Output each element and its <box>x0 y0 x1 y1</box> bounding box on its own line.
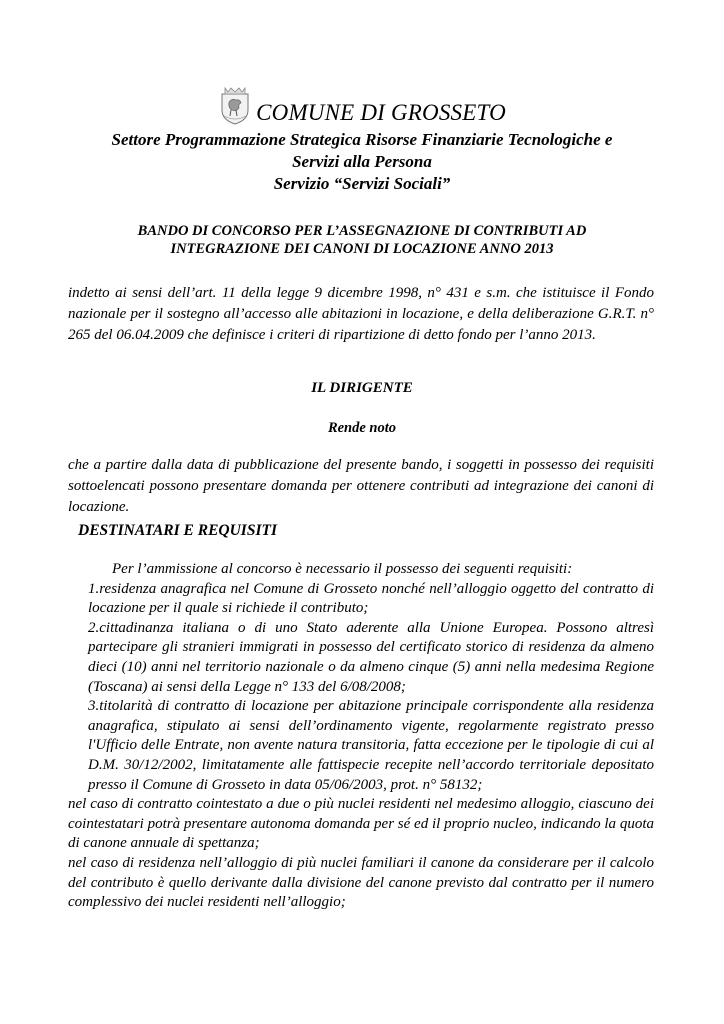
bando-title-line-2: INTEGRAZIONE DEI CANONI DI LOCAZIONE ANNO 2013 <box>170 241 554 257</box>
comune-title: COMUNE DI GROSSETO <box>256 100 506 125</box>
dirigente-heading: IL DIRIGENTE <box>311 380 413 396</box>
requirement-item-2: 2.cittadinanza italiana o di uno Stato aderente alla Unione Europea. Possono altresì partecipare gli stranieri immigrati in possesso del certificato storico di residenza da almeno dieci (10) anni nel territorio nazionale o da almeno cinque (5) anni nella medesima Regione (Toscana) ai sensi della Legge n° 133 del 6/08/2008; <box>88 619 654 695</box>
settore-line-1: Settore Programmazione Strategica Risorse Finanziarie Tecnologiche e <box>111 130 613 149</box>
servizio-line: Servizio “Servizi Sociali” <box>273 174 451 193</box>
title-row <box>0 86 724 126</box>
intro-paragraph: indetto ai sensi dell’art. 11 della legge 9 dicembre 1998, n° 431 e s.m. che istituisce il Fondo nazionale per il sostegno all’accesso alle abitazioni in locazione, e della deliberazione G.R.T. n° 265 del 06.04.2009 che definisce i criteri di ripartizione di detto fondo per l’anno 2013. <box>68 285 654 343</box>
bando-title <box>40 222 684 258</box>
bando-title-line-1: BANDO DI CONCORSO PER L’ASSEGNAZIONE DI CONTRIBUTI AD <box>137 223 587 239</box>
section-title: DESTINATARI E REQUISITI <box>78 522 277 539</box>
requirement-item-3: 3.titolarità di contratto di locazione per abitazione principale corrispondente alla residenza anagrafica, stipulato ai sensi dell’ordinamento vigente, regolarmente registrato presso l'Ufficio delle Entrate, non avente natura transitoria, fatta eccezione per le tipologie di cui al D.M. 30/12/2002, limitatamente alle fattispecie recepite nell’accordo territoriale depositato presso il Comune di Grosseto in data 05/06/2003, prot. n° 58132; <box>88 698 654 793</box>
requirement-note-2: nel caso di residenza nell’alloggio di più nuclei familiari il canone da considerare per il calcolo del contributo è quello derivante dalla divisione del canone previsto dal contratto per il numero complessivo dei nuclei residenti nell’alloggio; <box>68 854 654 911</box>
requirements-intro: Per l’ammissione al concorso è necessario il possesso dei seguenti requisiti: <box>112 561 573 577</box>
document-header <box>0 86 724 194</box>
settore-line-2: Servizi alla Persona <box>292 152 432 171</box>
requirement-item-1: 1.residenza anagrafica nel Comune di Grosseto nonché nell’alloggio oggetto del contratto di locazione per il quale si richiede il contributo; <box>88 580 654 617</box>
rende-noto-heading: Rende noto <box>327 420 397 436</box>
coat-of-arms-icon <box>218 86 252 126</box>
announcement-paragraph: che a partire dalla data di pubblicazione del presente bando, i soggetti in possesso dei requisiti sottoelencati possono presentare domanda per ottenere contributi ad integrazione dei canoni di locazione. <box>68 457 654 515</box>
requirements-block <box>68 560 654 913</box>
requirement-note-1: nel caso di contratto cointestato a due o più nuclei residenti nel medesimo alloggio, ciascuno dei cointestatari potrà presentare autonoma domanda per sé ed il proprio nucleo, indicando la quota di canone annuale di spettanza; <box>68 796 654 852</box>
